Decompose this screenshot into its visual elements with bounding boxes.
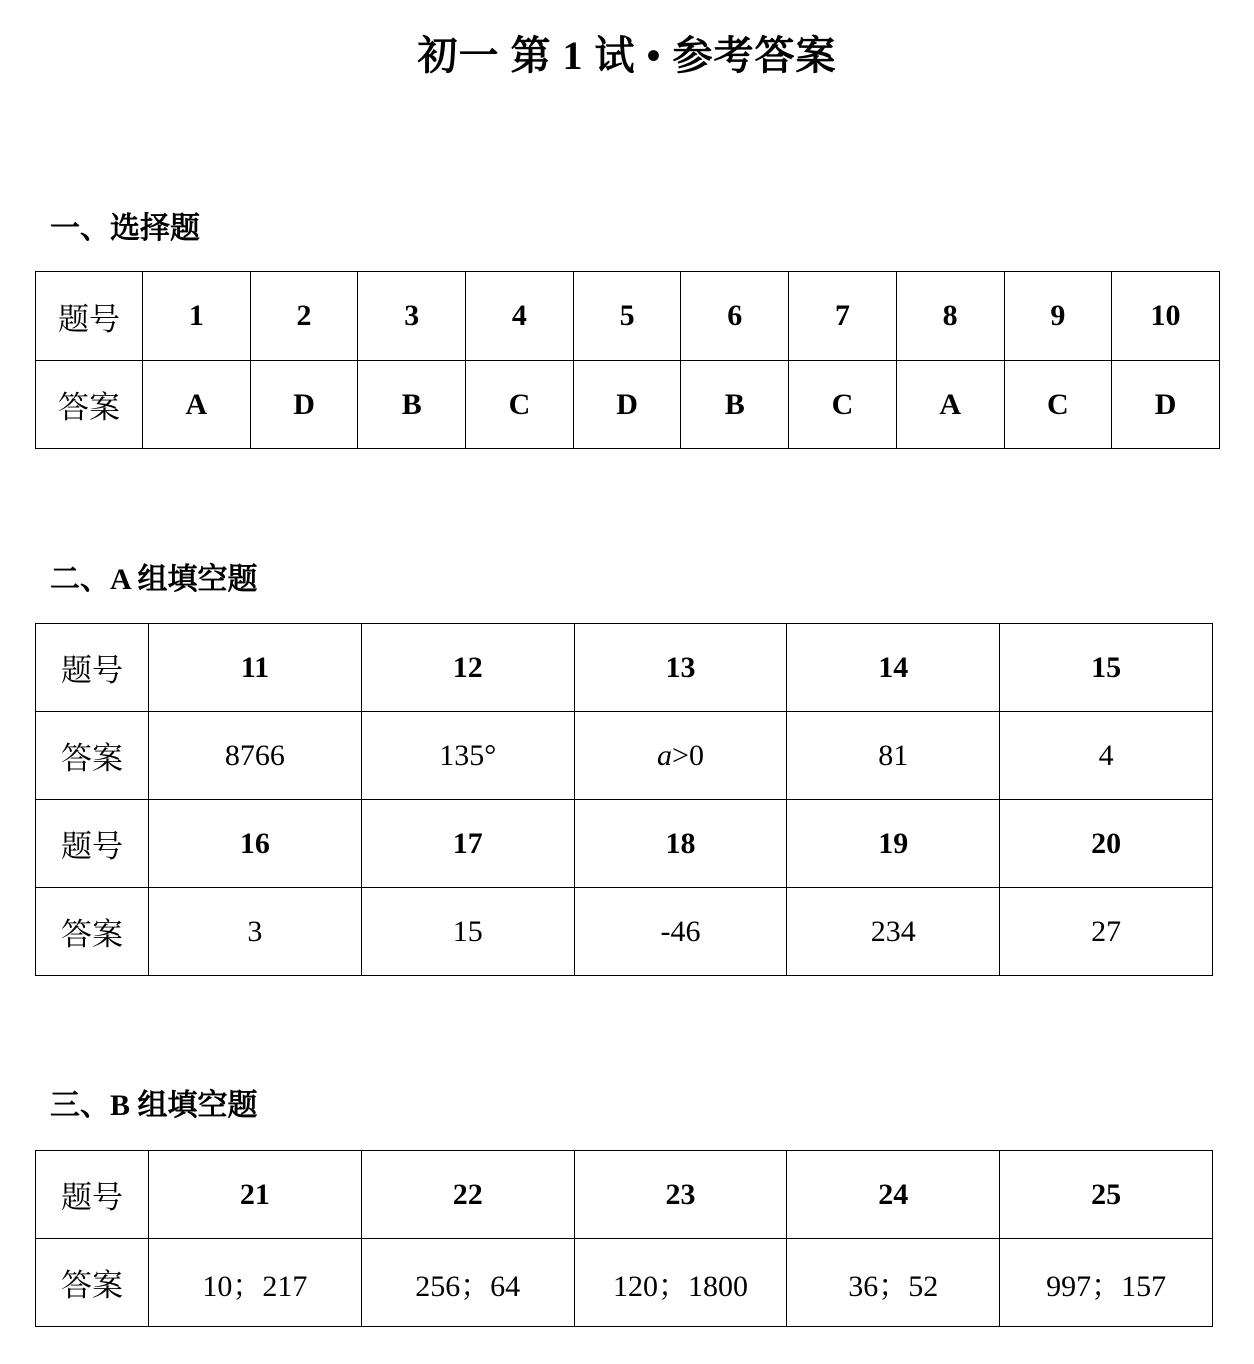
question-number: 4 bbox=[466, 272, 574, 361]
question-number: 8 bbox=[896, 272, 1004, 361]
answer-row bbox=[36, 1239, 1213, 1327]
answer-label: 答案 bbox=[36, 1239, 149, 1327]
answer-cell: 4 bbox=[1000, 712, 1213, 800]
question-number: 19 bbox=[787, 800, 1000, 888]
answer-variable: a bbox=[657, 738, 673, 772]
question-number: 2 bbox=[250, 272, 358, 361]
question-number-label: 题号 bbox=[36, 800, 149, 888]
question-number-row bbox=[36, 800, 1213, 888]
answer-cell: 36；52 bbox=[787, 1239, 1000, 1327]
section-heading-multiple-choice: 一、选择题 bbox=[50, 212, 200, 245]
answer-cell: B bbox=[681, 361, 789, 449]
question-number-row bbox=[36, 624, 1213, 712]
answer-row bbox=[36, 888, 1213, 976]
question-number: 24 bbox=[787, 1151, 1000, 1239]
answer-cell: 997；157 bbox=[1000, 1239, 1213, 1327]
multiple-choice-answer-table bbox=[35, 271, 1220, 449]
question-number: 10 bbox=[1112, 272, 1220, 361]
answer-cell: 81 bbox=[787, 712, 1000, 800]
page-title: 初一 第 1 试 • 参考答案 bbox=[417, 33, 837, 78]
question-number: 13 bbox=[574, 624, 787, 712]
answer-cell: C bbox=[1004, 361, 1112, 449]
answer-label: 答案 bbox=[36, 361, 143, 449]
question-number: 20 bbox=[1000, 800, 1213, 888]
answer-cell: D bbox=[250, 361, 358, 449]
question-number: 16 bbox=[149, 800, 362, 888]
question-number: 12 bbox=[361, 624, 574, 712]
question-number: 22 bbox=[361, 1151, 574, 1239]
answer-cell bbox=[574, 712, 787, 800]
answer-label: 答案 bbox=[36, 888, 149, 976]
answer-cell: 256；64 bbox=[361, 1239, 574, 1327]
question-number: 9 bbox=[1004, 272, 1112, 361]
group-a-answer-table bbox=[35, 623, 1213, 976]
answer-row bbox=[36, 712, 1213, 800]
question-number: 14 bbox=[787, 624, 1000, 712]
question-number-label: 题号 bbox=[36, 1151, 149, 1239]
answer-cell: D bbox=[1112, 361, 1220, 449]
answer-row bbox=[36, 361, 1220, 449]
answer-cell: C bbox=[466, 361, 574, 449]
question-number: 17 bbox=[361, 800, 574, 888]
answer-cell: 3 bbox=[149, 888, 362, 976]
section-heading-group-a: 二、A 组填空题 bbox=[50, 563, 258, 596]
answer-cell: 135° bbox=[361, 712, 574, 800]
answer-cell: 120；1800 bbox=[574, 1239, 787, 1327]
question-number: 7 bbox=[789, 272, 897, 361]
section-heading-group-b: 三、B 组填空题 bbox=[50, 1089, 258, 1122]
question-number: 15 bbox=[1000, 624, 1213, 712]
question-number: 21 bbox=[149, 1151, 362, 1239]
question-number: 3 bbox=[358, 272, 466, 361]
answer-cell: A bbox=[896, 361, 1004, 449]
question-number-label: 题号 bbox=[36, 624, 149, 712]
answer-cell: 15 bbox=[361, 888, 574, 976]
answer-cell: C bbox=[789, 361, 897, 449]
answer-cell: -46 bbox=[574, 888, 787, 976]
question-number: 1 bbox=[143, 272, 251, 361]
question-number: 23 bbox=[574, 1151, 787, 1239]
answer-cell: 10；217 bbox=[149, 1239, 362, 1327]
answer-cell: 8766 bbox=[149, 712, 362, 800]
question-number-row bbox=[36, 272, 1220, 361]
question-number-label: 题号 bbox=[36, 272, 143, 361]
answer-cell: B bbox=[358, 361, 466, 449]
question-number: 11 bbox=[149, 624, 362, 712]
question-number-row bbox=[36, 1151, 1213, 1239]
answer-label: 答案 bbox=[36, 712, 149, 800]
answer-inequality: >0 bbox=[672, 738, 704, 772]
group-b-answer-table bbox=[35, 1150, 1213, 1327]
answer-cell: D bbox=[573, 361, 681, 449]
question-number: 5 bbox=[573, 272, 681, 361]
question-number: 18 bbox=[574, 800, 787, 888]
answer-cell: 27 bbox=[1000, 888, 1213, 976]
question-number: 6 bbox=[681, 272, 789, 361]
answer-cell: 234 bbox=[787, 888, 1000, 976]
question-number: 25 bbox=[1000, 1151, 1213, 1239]
answer-cell: A bbox=[143, 361, 251, 449]
